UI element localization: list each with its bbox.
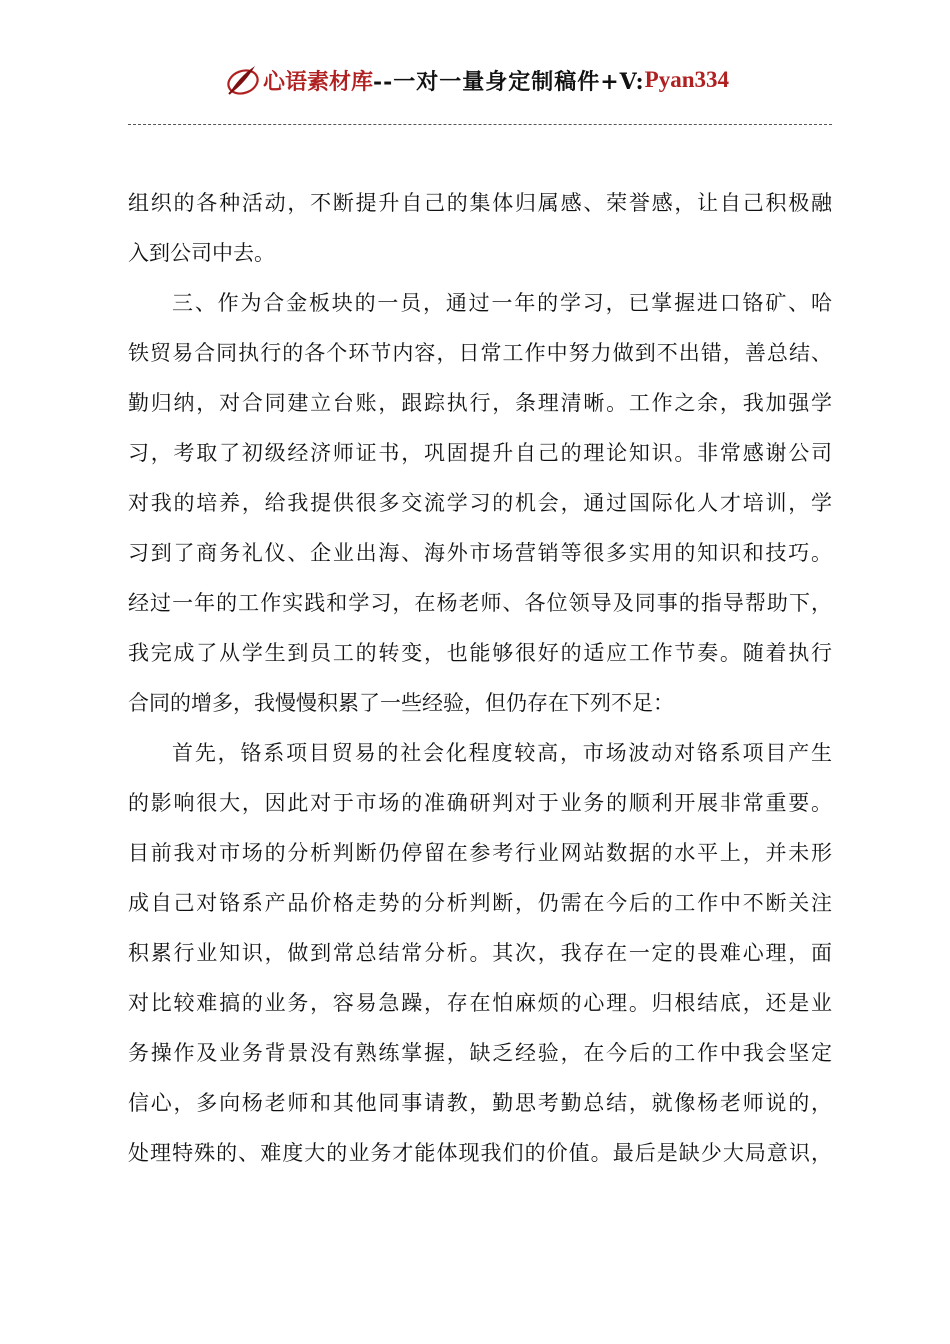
feather-pen-logo-icon xyxy=(221,60,261,100)
text-line: 信心，多向杨老师和其他同事请教，勤思考勤总结，就像杨老师说的， xyxy=(128,1091,832,1115)
text-line: 我完成了从学生到员工的转变，也能够很好的适应工作节奏。随着执行 xyxy=(128,641,832,665)
text-line: 处理特殊的、难度大的业务才能体现我们的价值。最后是缺少大局意识， xyxy=(128,1141,832,1165)
text-line: 成自己对铬系产品价格走势的分析判断，仍需在今后的工作中不断关注 xyxy=(128,891,832,915)
header-divider xyxy=(128,124,832,125)
text-line: 经过一年的工作实践和学习，在杨老师、各位领导及同事的指导帮助下， xyxy=(128,591,832,615)
text-line: 对我的培养，给我提供很多交流学习的机会，通过国际化人才培训，学 xyxy=(128,491,832,515)
text-line: 勤归纳，对合同建立台账，跟踪执行，条理清晰。工作之余，我加强学 xyxy=(128,391,832,415)
text-line: 目前我对市场的分析判断仍停留在参考行业网站数据的水平上，并未形 xyxy=(128,841,832,865)
text-line: 务操作及业务背景没有熟练掌握，缺乏经验，在今后的工作中我会坚定 xyxy=(128,1041,832,1065)
text-line: 铁贸易合同执行的各个环节内容，日常工作中努力做到不出错，善总结、 xyxy=(128,341,832,365)
text-line: 积累行业知识，做到常总结常分析。其次，我存在一定的畏难心理，面 xyxy=(128,941,832,965)
text-line: 的影响很大，因此对于市场的准确研判对于业务的顺利开展非常重要。 xyxy=(128,791,832,815)
text-line: 对比较难搞的业务，容易急躁，存在怕麻烦的心理。归根结底，还是业 xyxy=(128,991,832,1015)
text-line: 习，考取了初级经济师证书，巩固提升自己的理论知识。非常感谢公司 xyxy=(128,441,832,465)
brand-name: 心语素材库 xyxy=(262,69,373,95)
header-contact: Pyan334 xyxy=(644,67,730,92)
text-line: 首先，铬系项目贸易的社会化程度较高，市场波动对铬系项目产生 xyxy=(172,741,832,765)
document-body xyxy=(128,178,832,1178)
text-line: 入到公司中去。 xyxy=(128,241,275,265)
header-tagline: --一对一量身定制稿件+V: xyxy=(372,68,645,95)
text-line: 组织的各种活动，不断提升自己的集体归属感、荣誉感，让自己积极融 xyxy=(128,191,832,215)
text-line: 习到了商务礼仪、企业出海、海外市场营销等很多实用的知识和技巧。 xyxy=(128,541,832,565)
text-line: 三、作为合金板块的一员，通过一年的学习，已掌握进口铬矿、哈 xyxy=(172,291,832,315)
text-line: 合同的增多，我慢慢积累了一些经验，但仍存在下列不足： xyxy=(128,691,674,715)
page-header xyxy=(0,52,950,108)
